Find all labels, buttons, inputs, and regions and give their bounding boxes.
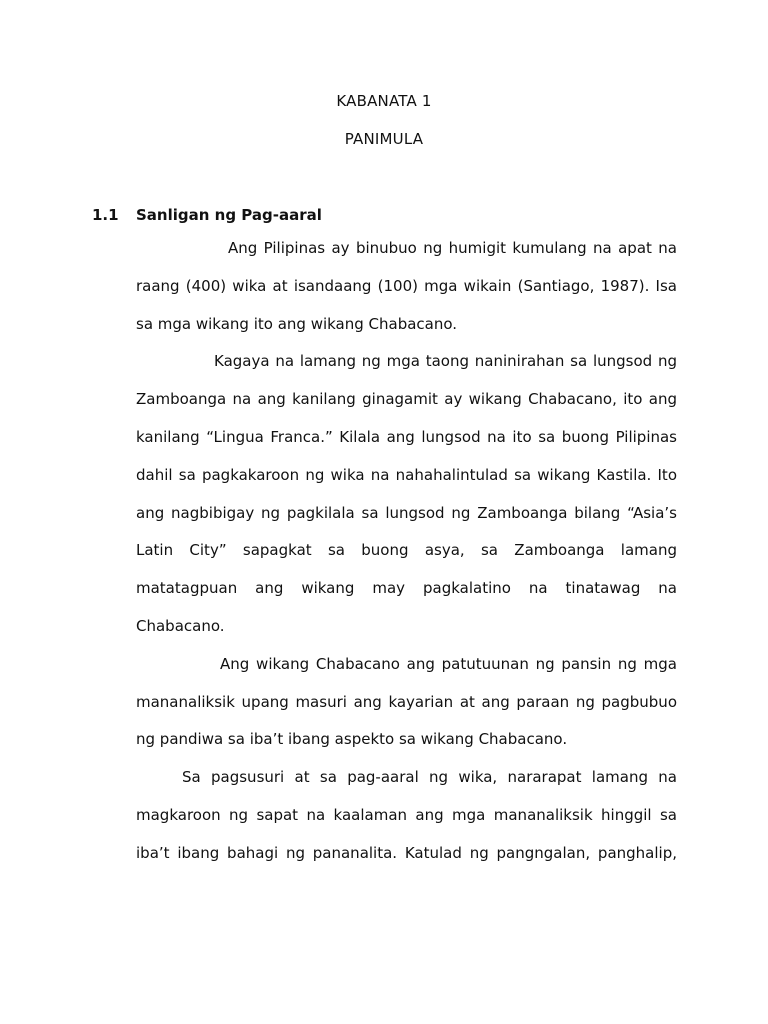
section-number: 1.1 (92, 206, 119, 224)
body-text (136, 230, 677, 873)
paragraph: Ang Pilipinas ay binubuo ng humigit kumulang na apat na raang (400) wika at isandaang (100) mga wikain (Santiago, 1987). Isa sa mga wikang ito ang wikang Chabacano. (136, 239, 677, 333)
section-title: Sanligan ng Pag-aaral (136, 206, 322, 224)
chapter-title: PANIMULA (344, 130, 424, 148)
paragraph: Sa pagsusuri at sa pag-aaral ng wika, nararapat lamang na magkaroon ng sapat na kaalaman ang mga mananaliksik hinggil sa iba’t ibang bahagi ng pananalita. Katulad ng pangngalan, panghalip, (136, 768, 677, 862)
paragraph: Kagaya na lamang ng mga taong naninirahan sa lungsod ng Zamboanga na ang kanilang ginagamit ay wikang Chabacano, ito ang kanilang “Lingua Franca.” Kilala ang lungsod na ito sa buong Pilipinas dahil sa pagkakaroon ng wika na nahahalintulad sa wikang Kastila. Ito ang nagbibigay ng pagkilala sa lungsod ng Zamboanga bilang “Asia’s Latin City” sapagkat sa buong asya, sa Zamboanga lamang matatagpuan ang wikang may pagkalatino na tinatawag na Chabacano. (136, 352, 677, 635)
chapter-label: KABANATA 1 (336, 92, 432, 110)
paragraph: Ang wikang Chabacano ang patutuunan ng pansin ng mga mananaliksik upang masuri ang kayarian at ang paraan ng pagbubuo ng pandiwa sa iba’t ibang aspekto sa wikang Chabacano. (136, 654, 677, 749)
